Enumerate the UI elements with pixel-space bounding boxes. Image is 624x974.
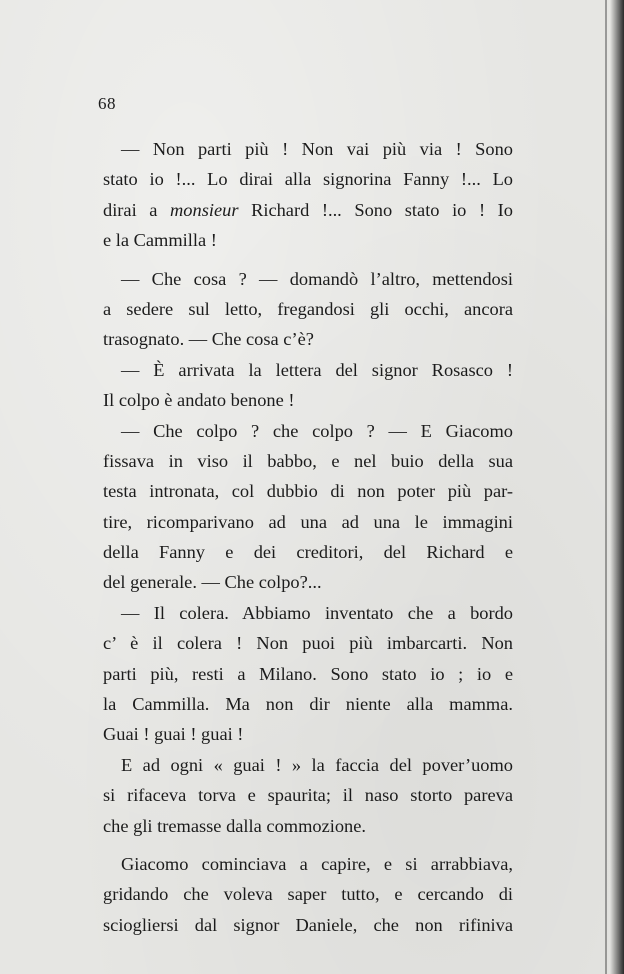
text-line: — È arrivata la lettera del signor Rosasco ! (121, 359, 513, 380)
text-line: — Non parti più ! Non vai più via ! Sono (121, 139, 513, 159)
text-line: parti più, resti a Milano. Sono stato io ; io e (103, 663, 513, 684)
text-line: — Il colera. Abbiamo inventato che a bordo (121, 602, 513, 623)
text-line: e la Cammilla ! (103, 230, 217, 251)
text-run: Richard !... Sono stato io ! Io (238, 199, 513, 220)
text-line: — Che cosa ? — domandò l’altro, mettendosi (121, 268, 513, 289)
text-line: che gli tremasse dalla commozione. (103, 815, 366, 836)
text-line: gridando che voleva saper tutto, e cercando di (103, 884, 513, 905)
text-line: trasognato. — Che cosa c’è? (103, 329, 314, 350)
text-line: della Fanny e dei creditori, del Richard e (103, 542, 513, 563)
text-line: testa intronata, col dubbio di non poter più par- (103, 481, 513, 502)
text-line: del generale. — Che colpo?... (103, 572, 322, 593)
text-run: dirai a (103, 199, 171, 220)
text-line: la Cammilla. Ma non dir niente alla mamma. (103, 694, 513, 715)
text-line: fissava in viso il babbo, e nel buio della sua (103, 450, 513, 471)
text-line: Giacomo cominciava a capire, e si arrabbiava, (121, 853, 513, 874)
page-number: 68 (98, 94, 116, 113)
text-line: c’ è il colera ! Non puoi più imbarcarti. Non (103, 633, 513, 654)
text-line: stato io !... Lo dirai alla signorina Fanny !... Lo (103, 169, 513, 190)
text-line: Il colpo è andato benone ! (103, 390, 295, 411)
text-line (103, 195, 513, 225)
italic-word: monsieur (170, 199, 239, 220)
binding-shadow-line (605, 0, 607, 974)
body-text (103, 134, 513, 940)
text-line: — Che colpo ? che colpo ? — E Giacomo (121, 420, 513, 441)
binding-edge (610, 0, 624, 974)
text-line: Guai ! guai ! guai ! (103, 724, 244, 745)
text-line: tire, ricomparivano ad una ad una le immagini (103, 511, 513, 532)
text-line: a sedere sul letto, fregandosi gli occhi, ancora (103, 298, 513, 319)
text-line: si rifaceva torva e spaurita; il naso storto pareva (103, 785, 513, 806)
text-line: E ad ogni « guai ! » la faccia del pover’uomo (121, 754, 513, 775)
text-line: sciogliersi dal signor Daniele, che non rifiniva (103, 914, 513, 935)
